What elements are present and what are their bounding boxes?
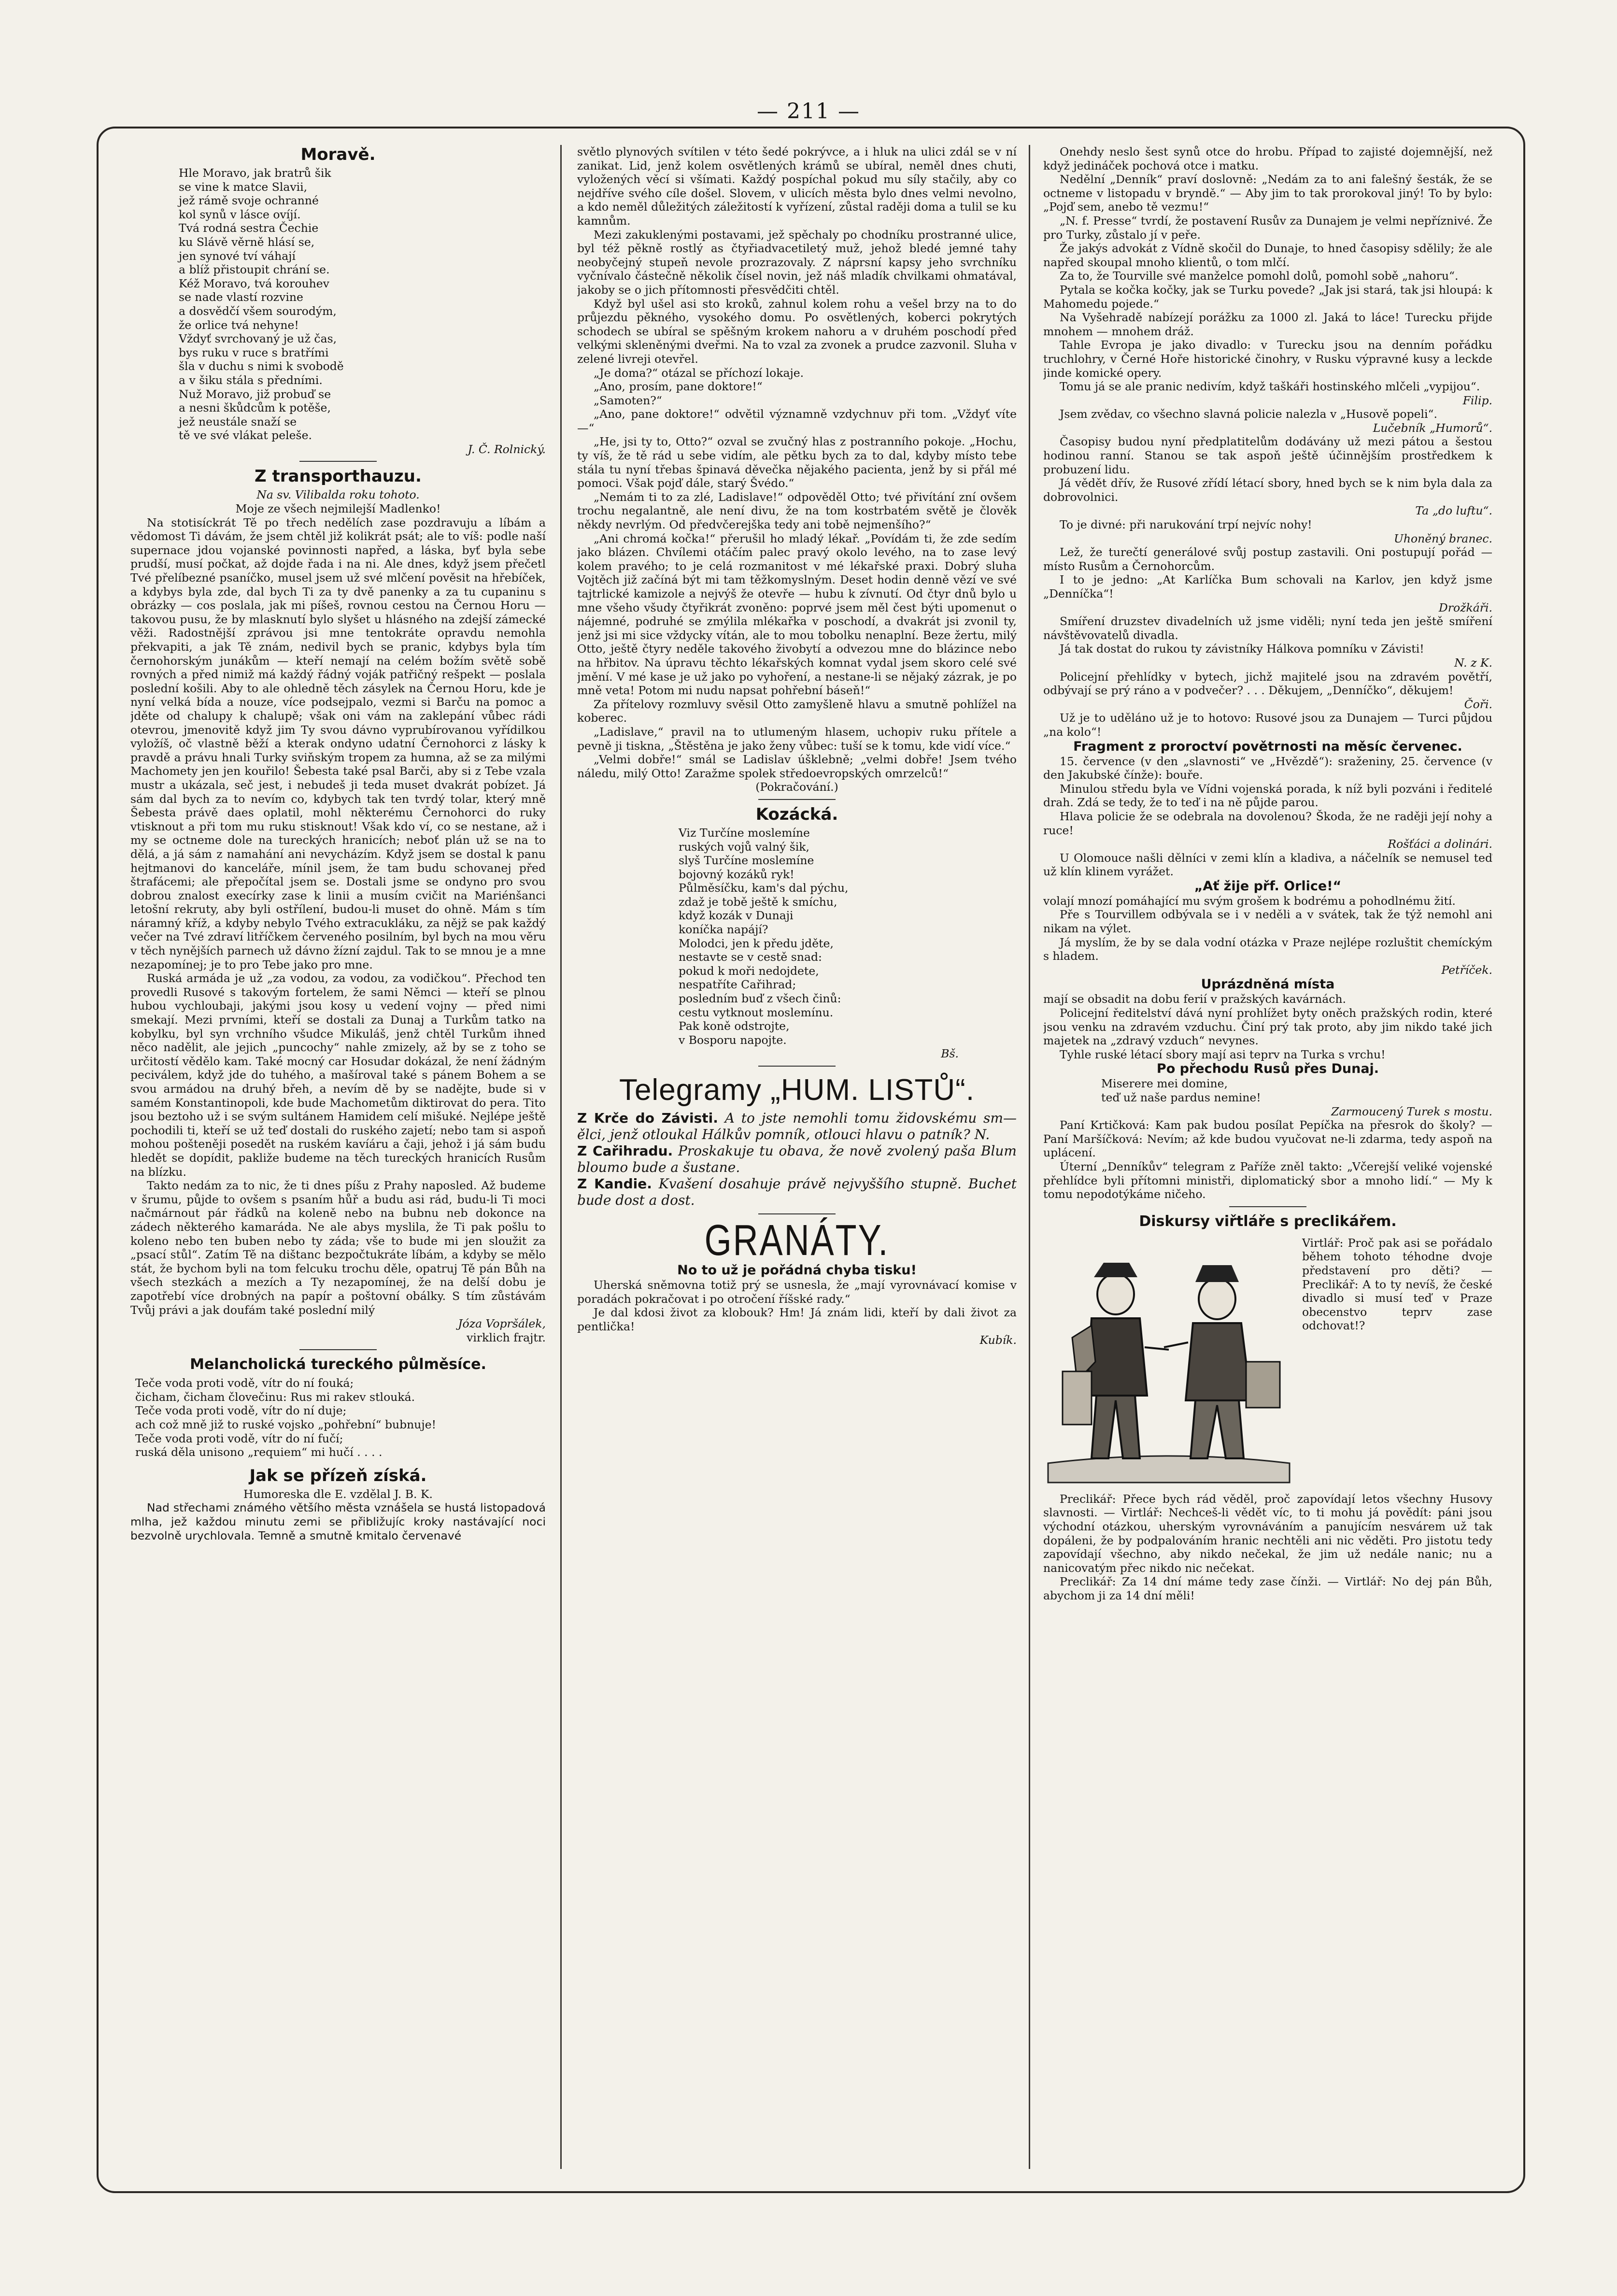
news-signature: Filip. [1462,393,1492,407]
news-signature: Uhoněný branec. [1394,531,1492,545]
poem-line: tě ve své vlákat peleše. [179,428,312,442]
article-paragraph: „Ani chromá kočka!“ přerušil ho mladý lékař. „Povídám ti, že zde sedím jako blázen. Chvílemi otáčím palec pravý okolo levého, na to zase levý kolem pravého; to je celá rozmanitost v mé lékařské praxi. Dobrý sluha Vojtěch již začíná být mi tam těžkomyslným. Deset hodin denně vězí ve své tajtrlické kamizole a nejvýš že otevře — hubu k zívnutí. Od čtyr dnů bylo u mne všeho všudy čtyřikrát zvoněno: poprvé jsem měl čest býti upomenut o nájemné, podruhé se zmýlila mlékařka v poschodí, a dvakrát jsi zvonil ty, jenž jsi mi sice vždycky vítán, ale to mou tobolku nenaplní. Beze žertu, milý Otto, ještě čtyry neděle takového živobytí a odvezou mne do blázince nebo na hřbitov. Na úpravu těchto lékařských komnat vydal jsem skoro celé své jmění. V mé kase je už jako po vyhoření, a nestane-li se nějaký zázrak, je po mně veta! Potom mi nudu napsat pohřební báseň!“ [577,531,1017,698]
article-paragraph: „Nemám ti to za zlé, Ladislave!“ odpověděl Otto; tvé přivítání zní ovšem trochu negalantně, ale není divu, že na tom kostrbatém světě je člověk někdy nevrlým. Od předvčerejška tedy ani tobě nejmenšího?“ [577,490,1017,532]
poem-line: Pak koně odstrojte, [679,1019,790,1033]
news-signature: Lučebník „Humorů“. [1373,421,1492,435]
article-paragraph: „He, jsi ty to, Otto?“ ozval se zvučný hlas z postranního pokoje. „Hochu, ty víš, že tě rád u sebe vidím, ale pětku bych za to dal, kdyby místo tebe stála tu nyní třebas špinavá děvečka nějakého pacienta, jenž by si přál mé pomoci. Však pojď dále, starý Švédo.“ [577,435,1017,490]
news-item: Jsem zvědav, co všechno slavná policie nalezla v „Husově popeli“. [1060,407,1438,421]
news-item: Hlava policie že se odebrala na dovolenou? Škoda, že ne raději její nohy a ruce! [1043,809,1492,837]
poem-morave [130,166,546,442]
poem-line: se nade vlastí rozvine [179,290,303,304]
news-item: Paní Krtičková: Kam pak budou posílat Pepíčka na přesrok do školy? — Paní Maršíčková: Nevím; až kde budou vyučovat ne-li zdarma, tedy aspoň na uplácení. [1043,1118,1492,1160]
poem-line: bojovný kozáků ryk! [679,867,794,881]
telegram-entry [577,1110,1017,1143]
telegram-entry [577,1143,1017,1176]
article-transport-subtitle: Na sv. Vilibalda roku tohoto. [256,488,420,502]
section-divider [1229,1206,1306,1207]
telegram-head: Z Krče do Závisti. [577,1110,718,1126]
granaty-title: GRANÁTY. [704,1216,890,1265]
poem-line: zdaž je tobě ještě k smíchu, [679,895,837,909]
article-prizen-subtitle: Humoreska dle E. vzdělal J. B. K. [243,1487,433,1501]
news-item: „N. f. Presse“ tvrdí, že postavení Rusův za Dunajem je velmi nepříznivé. Že pro Turky, zůstalo jí v peře. [1043,214,1492,242]
news-item: To je divné: při narukování trpí nejvíc nohy! [1060,518,1312,532]
poem-line: ku Slávě věrně hlásí se, [179,235,315,249]
poem-kozacka-signature: Bš. [941,1047,959,1061]
telegram-head: Z Cařihradu. [577,1143,673,1159]
poem-line: pokud k moři nedojdete, [679,964,819,978]
telegram-text: A to jste nemohli tomu židovskému sm—ělci, jenž otloukal Hálkův pomník, otlouci hlavu o patník? [577,1110,1017,1142]
granaty-signature: Kubík. [979,1333,1017,1347]
news-item: Pře s Tourvillem odbývala se i v neděli a v svátek, tak že týž nemohl ani nikam na výlet. [1043,908,1492,936]
article-paragraph: Za přítelovy rozmluvy svěsil Otto zamyšleně hlavu a smutně pohlížel na koberec. [577,697,1017,725]
prechod-signature: Zarmoucený Turek s mostu. [1331,1104,1492,1118]
news-signature: Ta „do luftu“. [1415,504,1492,518]
diskursy-dialog-1: Virtlář: Proč pak asi se pořádalo během tohoto téhodne dvoje představení pro děti? — Preclikář: A to ty nevíš, že české divadlo si musí teď v Praze obecenstvo teprv zase odchovat!? [1302,1236,1492,1333]
poem-line: a blíž přistoupit chrání se. [179,263,330,277]
news-signature: Čoři. [1464,697,1492,711]
poem-line: ruská děla unisono „requiem“ mi hučí . . . . [135,1445,383,1459]
article-paragraph: Na stotisíckrát Tě po třech nedělích zase pozdravuju a líbám a vědomost Ti dávám, že jsem chtěl již kolikrát psát; ale to víš: podle naší supernace jdou vojanské povinnosti napřed, a láska, byť byla sebe prudší, musí počkat, až dojde řada i na ni. Ale dnes, když jsem přečetl Tvé přelíbezné psaníčko, musel jsem už své mlčení pověsit na hřebíček, a kdybys byla zde, dal bych Ti za ty dvě panenky a za tu cupaninu s obrázky — cos poslala, jak mi píšeš, rovnou cestou na Černou Horu — takovou pusu, že by mlasknutí bylo slyšet u hlásného na zdejší zámecké věži. Radostnější zprávou jsi mne tentokráte opravdu nemohla překvapiti, a jak Tě znám, nedivil bych se pranic, kdybys byla tím černohorským junákům — kteří nemají na celém božím světě sobě rovných a před nimiž má každý řádný voják patřičný rešpekt — poslala poslední košili. Aby to ale ohledně těch zásylek na Černou Horu, kde je nyní velká bída a nouze, více podsejpalo, vezmi si Barču na pomoc a jděte od chalupy k chalupě; však oni vám na zaklepání vůbec rádi otevrou, jmenovitě když jim Ty svou dávno vyprubírovanou vyřídilkou vyložíš, oč vlastně běží a kterak ondyno udatní Černohorci z lásky k pravdě a právu hnali Turky sviňským tropem za humna, až se za milými Machomety jen jen kouřilo! Šebesta také psal Barči, aby si z Tebe vzala mustr a ukázala, seč jest, i nebudeš ji teda muset dvakrát pobízet. Já sám dal bych za to nevím co, kdybych tak ten tvrdý tolar, který mně Šebesta právě daes oplatil, mohl některému Černohorci do ruky vtisknout a při tom mu ruku stisknout! Však kdo ví, co se nestane, až i my se octneme dole na tureckých hranicích; neboť plán už se na to dělá, a já sám z namahání ani nevycházím. Když jsem se dostal k panu hejtmanovi do kanceláře, mínil jsem, že tam budu schovanej před štrafácemi; ale přepočítal jsem se. Dostali jsme se ondyno pro svou dobrou znalost execírky zase k linii a musím cvičit na Mariénšanci letošní rekruty, aby byli ostřílení, budou-li muset do ohně. Mám s tím náramný kříž, a kdyby nebylo Tvého extracukláku, za nějž se pak každý večer na Tvé zdraví litříčkem červeného posilním, byl bych na mou věru v těch nynějších parnech už dávno žízní zajdul. Tak to se mnou je a mne nezapomínej; je to pro Tebe jako pro mne. [130,515,546,971]
poem-line: Kéž Moravo, tvá korouhev [179,276,329,290]
news-item: Minulou středu byla ve Vídni vojenská porada, k níž byli pozváni i ředitelé drah. Zdá se tedy, že to teď i na ně půjde parou. [1043,782,1492,810]
orlice-text: volají mnozí pomáhající mu svým grošem k bodrému a pohodlnému žití. [1043,894,1456,908]
news-item: Policejní přehlídky v bytech, jichž majitelé jsou na zdravém povětří, odbývají se prý ráno a v podvečer? . . . Děkujem, „Denníčko“, děkujem! [1043,670,1492,698]
article-transport-signature-name: Józa Vopršálek, [458,1317,546,1331]
fragment-title: Fragment z proroctví povětrnosti na měsíc červenec. [1073,739,1462,754]
poem-line: nespatříte Cařihrad; [679,978,796,992]
column-2 [577,145,1017,2169]
news-signature: N. z K. [1454,656,1492,670]
section-divider [758,1213,836,1214]
continuation-note: (Pokračování.) [755,780,838,794]
poem-line: Teče voda proti vodě, vítr do ní duje; [135,1404,347,1418]
news-item: Za to, že Tourville své manželce pomohl dolů, pomohl sobě „nahoru“. [1060,269,1459,283]
poem-line: že orlice tvá nehyne! [179,318,299,332]
news-item: Úterní „Denníkův“ telegram z Paříže zněl takto: „Včerejší veliké vojenské přehlídce byli přítomni ministři, diplomatický sbor a mnoho lidí.“ — My k tomu nepodotýkáme ničeho. [1043,1159,1492,1201]
poem-line: jen synové tví váhají [179,249,296,263]
telegramy-title: Telegramy „HUM. LISTŮ“. [619,1073,975,1107]
section-divider [758,1066,836,1067]
granaty-text: Uherská sněmovna totiž prý se usnesla, že „mají vyrovnávací komise v poradách pokračovat i po otročení říšské rady.“ [577,1278,1017,1306]
article-prizen-title: Jak se přízeň získá. [249,1466,427,1485]
column-rule-2 [1029,145,1030,2169]
news-item: Tomu já se ale pranic nedivím, když taškáři hostinského mlčeli „vypijou“. [1060,380,1480,394]
section-divider [299,461,377,462]
article-paragraph: Když byl ušel asi sto kroků, zahnul kolem rohu a vešel brzy na to do průjezdu pěkného, vysokého domu. Po osvětlených, koberci pokrytých schodech se ubíral se spěšným krokem nahoru a v druhém poschodí před velkými skleněnými dveřmi. Na to vzal za zvonek a prudce zazvonil. Sluha v zelené livreji otevřel. [577,297,1017,366]
news-item: Já tak dostat do rukou ty závistníky Hálkova pomníku v Závisti! [1060,642,1424,656]
orlice-title: „Ať žije přf. Orlice!“ [1194,878,1342,894]
diskursy-dialog-2: Preclikář: Přece bych rád věděl, proč zapovídají letos všechny Husovy slavnosti. — Virtlář: Nechceš-li vědět víc, to ti mohu já povědít: páni jsou východní otázkou, uherským vyrovnáváním a panujícím nesvárem už tak dopáleni, že by podpalováním hranic nechtěli ani nic věděti. Pro jistotu tedy zapovídají všechno, aby nikdo nečekal, že jim už nedále nanic; nu a nanicovatým přec nikdo nic nečekat. [1043,1492,1492,1575]
article-paragraph: Ruská armáda je už „za vodou, za vodou, za vodičkou“. Přechod ten provedli Rusové s takovým fortelem, že sami Němci — kteří se plnou hubou vychloubaji, jakými jsou kosy u vedení vojny — před nimi smekají. Mezi prvními, kteří se dostali za Dunaj a Turkům tatko na kobylku, byl syn vrchního všudce Mikuláš, jenž chtěl Turkům ihned něco nadělit, ale jejich „puncochy“ nahle zmizely, až by se z toho se určitostí vědělo kam. Také mocný car Hosudar dokázal, že není žádným peciválem, když jde do tuhého, a mašíroval také s pánem Bohem a se svou armádou na druhý břeh, a nevím dě by se nadějte, bude si v samém Konstantinopoli, kde bude Machometům diktirovat do pera. Tito jsou beztoho už i se svým sultánem Hamidem celí mišuké. Nejlépe ještě pochodili ti, kteří se už teď dostali do ruského zajetí; nebo tam si aspoň mohou pošteněji posedět na ruském kavíáru a čaji, jehož i já sám budu hledět se dopídit, pakliže budeme na těch tureckých hranicích Rusům na blízku. [130,971,546,1179]
poem-line: a nesni škůdcům k potěše, [179,401,331,415]
poem-line: když kozák v Dunaji [679,909,794,923]
diskursy-dialog-3: Preclikář: Za 14 dní máme tedy zase čínži. — Virtlář: No dej pán Bůh, abychom ji za 14 dní měli! [1043,1575,1492,1602]
poem-kozacka [577,826,1017,1047]
poem-line: bys ruku v ruce s bratřími [179,345,329,359]
news-item: Já vědět dřív, že Rusové zřídí létací sbory, hned bych se k nim byla dala za dobrovolnici. [1043,476,1492,504]
article-paragraph: Mezi zakuklenými postavami, jež spěchaly po chodníku prostranné ulice, byl též pěkně rostlý as čtyřiadvacetiletý muž, jehož bledé jemné tahy neobyčejný stupeň nevole prozrazovaly. Z náprsní kapsy jeho svrchníku vyčnívalo částečně několik čísel novin, jež náš mladík chvilkami ohmatával, jakoby se o jich přítomnosti přesvědčiti chtěl. [577,228,1017,297]
news-signature: Petříček. [1441,963,1492,977]
poem-line: Tvá rodná sestra Čechie [179,221,319,235]
news-item: Na Vyšehradě nabízejí porážku za 1000 zl. Jaká to láce! Turecku přijde mnohem — mnohem dráž. [1043,311,1492,338]
news-item: I to je jedno: „At Karlíčka Bum schovali na Karlov, jen když jsme „Denníčka“! [1043,573,1492,600]
poem-line: jež neustále snaží se [179,414,297,428]
article-paragraph: světlo plynových svítilen v této šedé pokrývce, a i hluk na ulici zdál se v ní zanikat. Lid, jenž kolem osvětlených krámů se ubíral, neměl dnes chuti, vyložených věcí si všímati. Každý pospíchal pokud mu síly stačily, aby co nejdříve svého cíle došel. Slovem, v ulicích města bylo dnes velmi nevolno, a kdo neměl důležitých záležitostí k vyřízení, zůstal raději doma a tulil se ku kamnům. [577,145,1017,228]
news-item: Časopisy budou nyní předplatitelům dodávány už mezi pátou a šestou hodinou ranní. Stanou se tak aspoň ještě účinnějším prostředkem k probuzení lidu. [1043,435,1492,476]
uprazdnena-text: Tyhle ruské létací sbory mají asi teprv na Turka s vrchu! [1060,1047,1386,1061]
news-item: Nedělní „Denník“ praví doslovně: „Nedám za to ani falešný šesták, že se octneme v listopadu v bryndě.“ — Aby jim to tak prorokoval jiný! To by bylo: „Pojď sem, anebo tě vezmu!“ [1043,172,1492,214]
poem-line: čicham, čicham človečinu: Rus mi rakev stlouká. [135,1390,415,1404]
poem-line: posledním buď z všech činů: [679,992,841,1006]
poem-line: kol synů v lásce ovíjí. [179,207,301,221]
article-paragraph: „Je doma?“ otázal se příchozí lokaje. [594,366,804,380]
news-item: Že jakýs advokát z Vídně skočil do Dunaje, to hned časopisy sdělily; že ale napřed skoupal mnoho klientů, o tom mlčí. [1043,242,1492,269]
column-3 [1043,145,1492,2169]
two-men-illustration [1043,1236,1294,1487]
poem-line: Viz Turčíne moslemíne [679,826,810,840]
article-paragraph: Takto nedám za to nic, že ti dnes píšu z Prahy naposled. Až budeme v šrumu, půjde to ovšem s psaním hůř a budu asi rád, budu-li Ti moci načmárnout pár řádků na koleně nebo na bubnu neb dokonce na zádech některého kamaráda. Ne ale abys myslila, že Ti pak pošlu to koleno nebo ten buben nebo ty záda; vše to bude mi jen sloužit za „psací stůl“. Zatím Tě na dištanc bezpočtukráte líbám, a kdyby se mělo stát, že bychom byli na tom felcuku trochu děle, opatruj Tě pán Bůh na všech stezkách a mezích a Ty nezapomínej, že na delší dobu je zapotřebí více drobných na papír a poštovní obálky. S tím zůstávám Tvůj právi a jak doufám také poslední milý [130,1179,546,1317]
prechod-title: Po přechodu Rusů přes Dunaj. [1156,1061,1379,1077]
article-paragraph: „Ladislave,“ pravil na to utlumeným hlasem, uchopiv ruku přítele a pevně ji tiskna, „Štěstěna je jako ženy vůbec: tuší se k tomu, kde vidí více.“ [577,725,1017,753]
poem-morave-title: Moravě. [300,145,376,164]
poem-line: Nuž Moravo, již probuď se [179,387,331,401]
page-number: — 211 — [757,99,860,124]
news-item: Já myslím, že by se dala vodní otázka v Praze nejlépe rozluštit chemíckým s hladem. [1043,935,1492,963]
poem-line: jež rámě svoje ochranné [179,194,319,208]
poem-line: šla v duchu s nimi k svobodě [179,359,344,373]
news-item: Už je to uděláno už je to hotovo: Rusové jsou za Dunajem — Turci půjdou „na kolo“! [1043,711,1492,739]
uprazdnena-text: mají se obsadit na dobu ferií v pražských kavárnách. [1043,992,1346,1006]
poem-line: Molodci, jen k předu jděte, [679,936,834,950]
news-signature: Drožkáři. [1438,600,1492,614]
poem-line: koníčka napájí? [679,923,768,937]
poem-line: ruských vojů valný šik, [679,840,809,854]
fragment-text: 15. července (v den „slavnosti“ ve „Hvězdě“): sraženiny, 25. července (v den Jakubské čínže): bouře. [1043,754,1492,782]
uprazdnena-title: Uprázdněná místa [1201,977,1335,992]
poem-melancholicka [130,1376,546,1459]
poem-line: a v šiku stála s předními. [179,373,323,387]
article-paragraph: „Velmi dobře!“ smál se Ladislav úšklebně; „velmi dobře! Jsem tvého náledu, milý Otto! Zaražme spolek středoevropských omrzelců!“ [577,753,1017,780]
column-rule-1 [560,145,562,2169]
section-divider [758,799,836,800]
telegram-text: Kvašení dosahuje právě nejvyššího stupně. Buchet bude dost a dost. [577,1176,1017,1208]
poem-line: Hle Moravo, jak bratrů šik [179,166,331,180]
column-1 [130,145,546,2169]
prechod-poem [1043,1077,1492,1104]
poem-line: Vždyť svrchovaný je už čas, [179,332,337,346]
uprazdnena-text: Policejní ředitelství dává nyní prohlížet byty oněch pražských rodin, které jsou venku na zdravém vzduchu. Činí prý tak proto, aby jim nikdo také jich majetek na „zdravý vzduch“ nevynes. [1043,1006,1492,1048]
poem-line: se vine k matce Slavii, [179,180,308,194]
poem-line: v Bosporu napojte. [679,1033,787,1047]
article-paragraph: „Ano, prosím, pane doktore!“ [594,380,763,394]
diskursy-title: Diskursy viřtláře s preclikářem. [1139,1212,1397,1230]
news-item: Lež, že turečtí generálové svůj postup zastavili. Oni postupují pořád — místo Rusům a Černohorcům. [1043,545,1492,573]
news-signature: Rošťáci a dolinári. [1388,837,1492,851]
telegram-head: Z Kandie. [577,1176,652,1192]
poem-melancholicka-title: Melancholická tureckého půlměsíce. [190,1356,486,1373]
article-transport-title: Z transporthauzu. [255,467,422,486]
poem-line: cestu vytknout moslemínu. [679,1005,834,1019]
article-prizen-text: Nad střechami známého většího města vznášela se hustá listopadová mlha, jež každou minutu zemi se přibližujíc kroky nastávající noci bezvolně urychlovala. Temně a smutně kmitalo červenavé [130,1501,546,1542]
news-item: U Olomouce našli dělníci v zemi klín a kladiva, a náčelník se nemusel teď už klín klinem vyrážet. [1043,851,1492,879]
poem-line: Teče voda proti vodě, vítr do ní fouká; [135,1376,354,1390]
news-item: Pytala se kočka kočky, jak se Turku povede? „Jak jsi stará, tak jsi hloupá: k Mahomedu pojede.“ [1043,283,1492,311]
poem-line: nestavte se v cestě snad: [679,950,822,964]
news-item: Tahle Evropa je jako divadlo: v Turecku jsou na denním pořádku truchlohry, v Černé Hoře historické činohry, v Rusku výpravné kusy a leckde jinde komické opery. [1043,338,1492,380]
telegram-signature: N. [974,1127,990,1142]
poem-kozacka-title: Kozácká. [755,804,838,824]
article-transport-greeting: Moje ze všech nejmilejší Madlenko! [235,502,441,516]
diskursy-illustration-row [1043,1236,1492,1487]
poem-line: Teče voda proti vodě, vítr do ní fučí; [135,1431,343,1445]
section-divider [299,1349,377,1350]
poem-line: slyš Turčíne moslemíne [679,854,814,868]
poem-morave-signature: J. Č. Rolnický. [468,442,546,456]
news-item: Onehdy neslo šest synů otce do hrobu. Případ to zajisté dojemnější, než když jedináček pochová otce i matku. [1043,145,1492,172]
granaty-text: Je dal kdosi život za klobouk? Hm! Já znám lidi, kteří by dali život za pentlička! [577,1306,1017,1333]
news-item: Smíření druzstev divadelních už jsme viděli; nyní teda jen ještě smíření návštěvovatelů divadla. [1043,614,1492,642]
telegram-entry [577,1176,1017,1209]
article-paragraph: „Samoten?“ [594,393,662,407]
poem-line: a dosvědčí všem sourodým, [179,304,337,318]
poem-line: Miserere mei domine, [1101,1077,1228,1091]
article-paragraph: „Ano, pane doktore!“ odvětil významně vzdychnuv při tom. „Vždyť víte —“ [577,407,1017,435]
poem-line: teď už naše pardus nemine! [1101,1091,1261,1104]
poem-line: Půlměsíčku, kam's dal pýchu, [679,881,849,895]
article-transport-signature-title: virklich frajtr. [467,1330,546,1344]
granaty-subheading: No to už je pořádná chyba tisku! [677,1263,917,1278]
telegram-text: Proskakuje tu obava, že nově zvolený paša Blum bloumo bude a šustane. [577,1143,1017,1175]
poem-line: ach což mně již to ruské vojsko „pohřební“ bubnuje! [135,1418,437,1432]
